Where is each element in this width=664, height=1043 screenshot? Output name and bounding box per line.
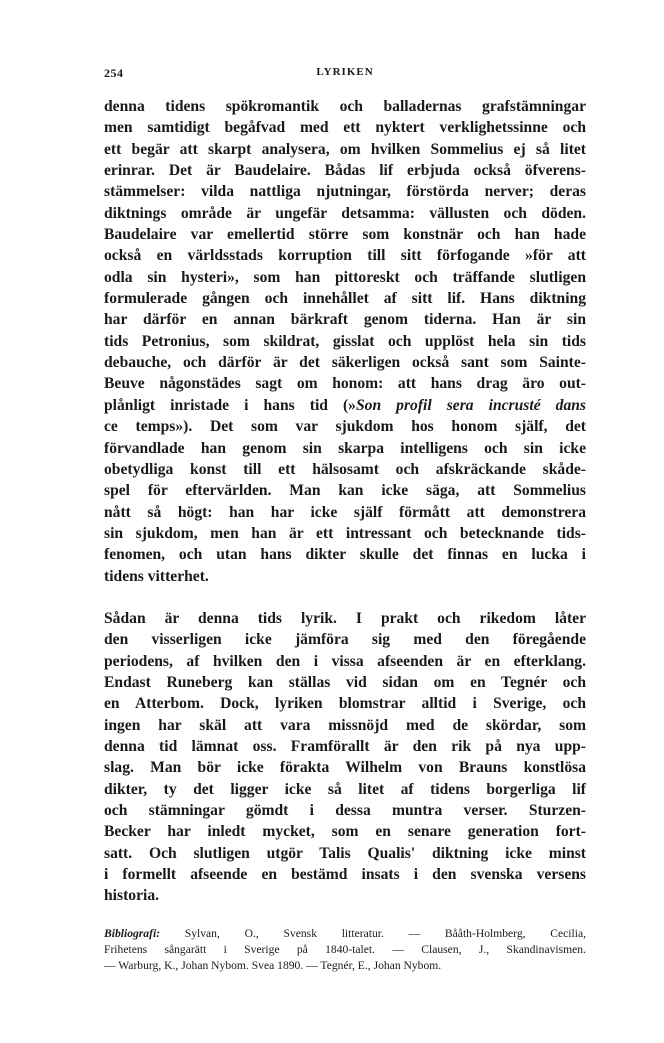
- text-line: periodens, af hvilken den i vissa afseenden är en efterklang.: [104, 652, 586, 670]
- text-line: Sådan är denna tids lyrik. I prakt och rikedom låter: [104, 609, 586, 627]
- text-line: nått så högt: han har icke själf förmått att demonstrera: [104, 503, 586, 521]
- text-line: sin sjukdom, men han är ett intressant och betecknande tids-: [104, 524, 586, 542]
- bibliography: [104, 926, 586, 974]
- text-line: och stämningar gömdt i dessa muntra verser. Sturzen-: [104, 802, 586, 819]
- paragraph-lyrik: [104, 608, 586, 907]
- text-line: ingen har skäl att vara missnöjd med de skördar, som: [104, 716, 586, 734]
- text-line: obetydliga konst till ett hälsosamt och afskräckande skåde-: [104, 460, 586, 478]
- text-line: tids Petronius, som skildrat, gisslat och upplöst hela sin tids: [104, 332, 586, 350]
- text-line: denna tid lämnat oss. Framförallt är den rik på nya upp-: [104, 737, 586, 755]
- italic-quote: Son profil sera incrusté dans: [355, 396, 586, 414]
- text-line: i formellt afseende en bestämd insats i den svenska versens: [104, 866, 586, 884]
- text-line: dikter, ty det ligger icke så litet af tidens borgerliga lif: [104, 780, 586, 798]
- text-line: slag. Man bör icke förakta Wilhelm von Brauns konstlösa: [104, 759, 586, 777]
- text-line: satt. Och slutligen utgör Talis Qualis' diktning icke minst: [104, 844, 586, 862]
- text-line: Baudelaire var emellertid större som konstnär och han hade: [104, 226, 586, 244]
- text-line: har därför en annan bärkraft genom tiderna. Han är sin: [104, 311, 586, 329]
- text-line: historia.: [104, 887, 160, 905]
- text-line-with-quote: [104, 395, 586, 416]
- body-text: [104, 96, 586, 974]
- page-number: 254: [104, 66, 124, 80]
- text-line: formulerade gången och innehållet af sitt lif. Hans diktning: [104, 290, 586, 308]
- text-line: stämmelser: vilda nattliga njutningar, förstörda nerver; deras: [104, 183, 586, 201]
- text-line: Becker har inledt mycket, som en senare generation fort-: [104, 823, 586, 841]
- text-line: odla sin hysteri», som han pittoreskt och träffande slutligen: [104, 268, 586, 286]
- bibliography-line: Frihetens sångarätt i Sverige på 1840-talet. — Clausen, J., Skandinavismen.: [104, 942, 586, 956]
- text-line: diktnings område är ungefär detsamma: vällusten och döden.: [104, 204, 586, 222]
- text-line: ce temps»). Det som var sjukdom hos honom själf, det: [104, 418, 586, 436]
- text-line: Beuve någonstädes sagt om honom: att hans drag äro out-: [104, 375, 586, 393]
- bibliography-line: [104, 926, 586, 942]
- text-line: debauche, och därför är det säkerligen också sant som Sainte-: [104, 354, 586, 372]
- book-page: [104, 60, 586, 974]
- text-line: tidens vitterhet.: [104, 567, 209, 585]
- text-line: en Atterbom. Dock, lyriken blomstrar alltid i Sverige, och: [104, 695, 586, 713]
- text-line: fenomen, och utan hans dikter skulle det finnas en lucka i: [104, 546, 586, 564]
- bibliography-line: — Warburg, K., Johan Nybom. Svea 1890. — Tegnér, E., Johan Nybom.: [104, 958, 442, 972]
- text-line: spel för eftervärlden. Man kan icke säga, att Sommelius: [104, 482, 586, 500]
- text-segment: Sylvan, O., Svensk litteratur. — Bååth-Holmberg, Cecilia,: [160, 926, 586, 940]
- text-line: men samtidigt begåfvad med ett nyktert verklighetssinne och: [104, 119, 586, 137]
- text-line: den visserligen icke jämföra sig med den föregående: [104, 631, 586, 649]
- bibliography-label: Bibliografi:: [104, 926, 161, 940]
- text-line: ett begär att skarpt analysera, om hvilken Sommelius ej så litet: [104, 140, 586, 158]
- paragraph-baudelaire: [104, 96, 586, 587]
- running-head: [104, 60, 586, 82]
- text-segment: plånligt inristade i hans tid (»: [104, 396, 356, 414]
- text-line: Endast Runeberg kan ställas vid sidan om en Tegnér och: [104, 673, 586, 691]
- text-line: förvandlade han genom sin skarpa intelligens och sin icke: [104, 439, 586, 457]
- running-title: LYRIKEN: [316, 66, 374, 78]
- text-line: erinrar. Det är Baudelaire. Bådas lif erbjuda också öfverens-: [104, 162, 586, 180]
- text-line: denna tidens spökromantik och balladernas grafstämningar: [104, 98, 586, 115]
- text-line: också en världsstads korruption till sitt förfogande »för att: [104, 247, 586, 265]
